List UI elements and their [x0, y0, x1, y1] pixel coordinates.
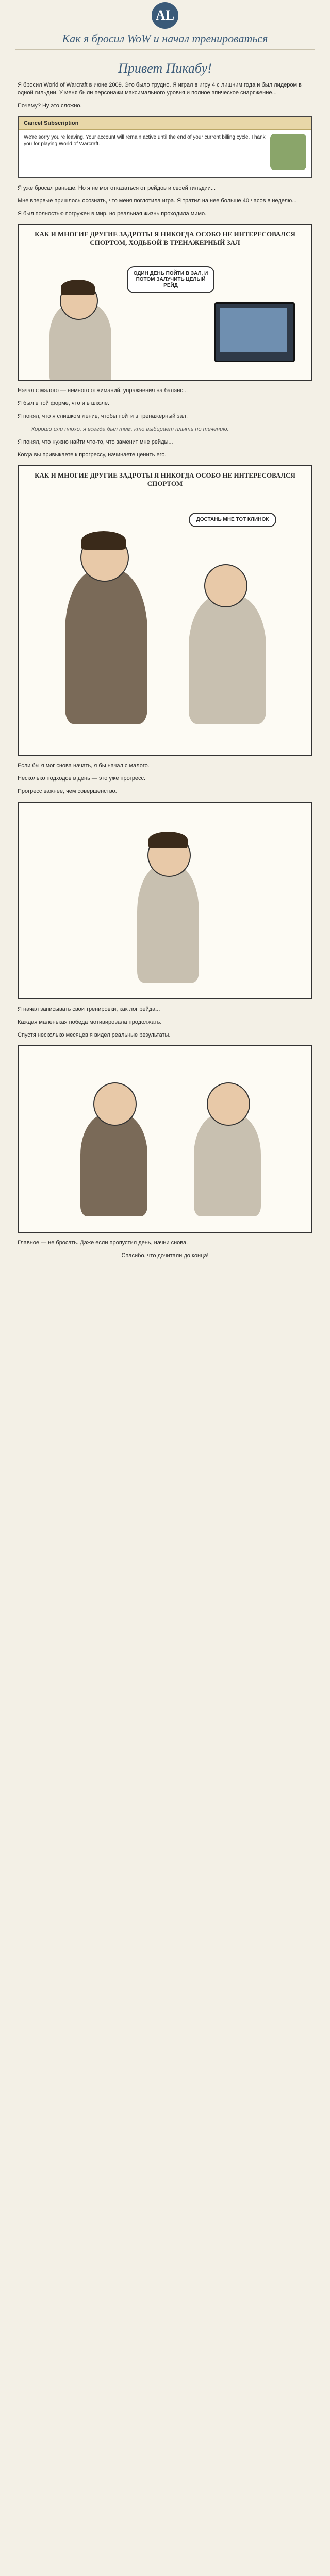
panel-text: We're sorry you're leaving. Your account will remain active until the end of your current billing cycle. Thank you for playing World of Warcraft.: [24, 134, 266, 147]
paragraph: Главное — не бросать. Даже если пропустил день, начни снова.: [18, 1240, 188, 1246]
paragraph: Спасибо, что дочитали до конца!: [121, 1252, 209, 1259]
panel-header: Cancel Subscription: [19, 117, 311, 130]
paragraph: Спустя несколько месяцев я видел реальные результаты.: [18, 1032, 171, 1038]
divider: [15, 49, 315, 50]
paragraph: Я был в той форме, что и в школе.: [18, 400, 110, 406]
greeting: Привет Пикабу!: [118, 61, 212, 76]
paragraph: Когда вы привыкаете к прогрессу, начинаете ценить его.: [18, 452, 167, 458]
paragraph: Каждая маленькая победа мотивировала продолжать.: [18, 1019, 162, 1025]
character-head-icon: [207, 1082, 250, 1126]
character-hair-icon: [61, 280, 95, 295]
paragraph: Я был полностью погружен в мир, но реальная жизнь проходила мимо.: [18, 211, 207, 217]
page-title: Как я бросил WoW и начал тренироваться: [62, 32, 268, 45]
paragraph: Я бросил World of Warcraft в июне 2009. Это было трудно. Я играл в игру 4 с лишним года и был лидером в одной гильдии. У меня были персонажи максимального уровня и полное эпическое снаряжение...: [18, 82, 302, 96]
comic-panel-1: [18, 224, 312, 381]
comic-caption: КАК И МНОГИЕ ДРУГИЕ ЗАДРОТЫ Я НИКОГДА ОСОБО НЕ ИНТЕРЕСОВАЛСЯ СПОРТОМ: [35, 471, 295, 487]
speech-bubble: ОДИН ДЕНЬ ПОЙТИ В ЗАЛ, И ПОТОМ ЗАЛУЧИТЬ ЦЕЛЫЙ РЕЙД: [127, 266, 214, 293]
forum-screenshot: [18, 116, 312, 178]
paragraph: Начал с малого — немного отжиманий, упражнения на баланс...: [18, 387, 188, 394]
paragraph: Несколько подходов в день — это уже прогресс.: [18, 775, 146, 782]
paragraph: Прогресс важнее, чем совершенство.: [18, 788, 117, 794]
comic-panel-2: [18, 465, 312, 756]
header: [0, 0, 330, 49]
paragraph: Я понял, что я слишком ленив, чтобы пойти в тренажерный зал.: [18, 413, 188, 419]
character-body-icon: [80, 1113, 147, 1216]
monitor-screen-icon: [220, 308, 287, 352]
paragraph: Я понял, что нужно найти что-то, что заменит мне рейды...: [18, 439, 173, 445]
quote: Хорошо или плохо, я всегда был тем, кто выбирает плыть по течению.: [31, 426, 229, 432]
comic-panel-4: [18, 1045, 312, 1233]
character-hair-icon: [148, 832, 188, 848]
character-image-icon: [270, 134, 306, 170]
paragraph: Я уже бросал раньше. Но я не мог отказаться от рейдов и своей гильдии...: [18, 185, 216, 191]
paragraph: Я начал записывать свои тренировки, как лог рейда...: [18, 1006, 160, 1012]
comic-caption: КАК И МНОГИЕ ДРУГИЕ ЗАДРОТЫ Я НИКОГДА ОСОБО НЕ ИНТЕРЕСОВАЛСЯ СПОРТОМ, ХОДЬБОЙ В ТРЕНАЖЕРНЫЙ ЗАЛ: [35, 230, 295, 246]
speech-bubble: ДОСТАНЬ МНЕ ТОТ КЛИНОК: [189, 513, 276, 527]
site-logo[interactable]: AL: [152, 2, 178, 29]
paragraph: Почему? Ну это сложно.: [18, 103, 82, 109]
panel-body: [19, 130, 311, 177]
character-body-icon: [137, 865, 199, 983]
character-head-icon: [204, 564, 248, 607]
comic-panel-3: [18, 802, 312, 999]
character-body-icon: [189, 595, 266, 724]
character-head-icon: [93, 1082, 137, 1126]
character-body-icon: [194, 1113, 261, 1216]
character-hair-icon: [81, 531, 126, 550]
character-body-icon: [65, 569, 147, 724]
paragraph: Мне впервые пришлось осознать, что меня поглотила игра. Я тратил на нее больше 40 часов в неделю...: [18, 198, 297, 204]
paragraph: Если бы я мог снова начать, я бы начал с малого.: [18, 762, 150, 769]
